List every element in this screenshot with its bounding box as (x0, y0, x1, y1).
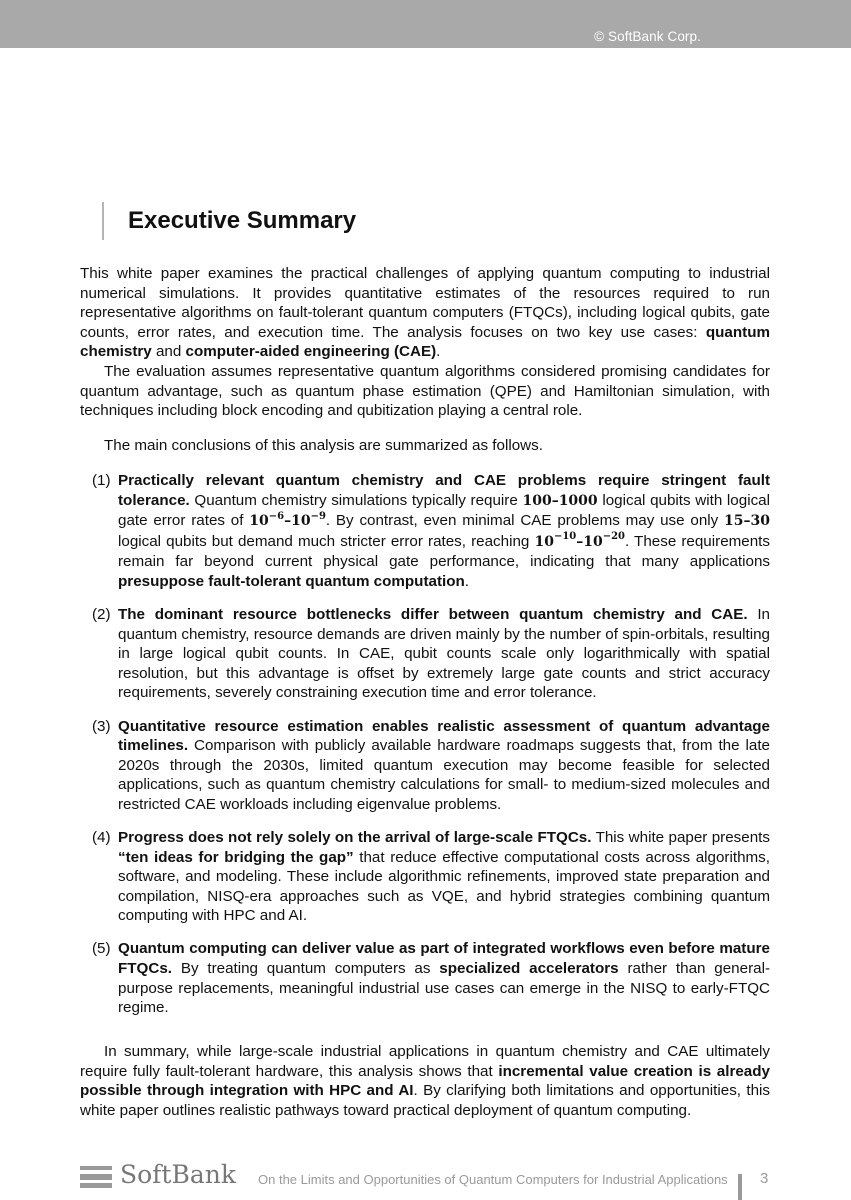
conclusions-list (80, 471, 770, 1031)
item-text: . (464, 572, 470, 590)
header-bar (0, 0, 851, 48)
item-text: In quantum chemistry, resource demands are driven mainly by the number of spin-orbitals, resulting in large logical qubit counts. In CAE, qubit counts scale only logarithmically with spatial resolution, but this advantage is offset by extremely large gate counts and strict accuracy requirements, severely constraining execution time and error tolerance. (118, 606, 770, 702)
item-text: By treating quantum computers as (172, 960, 440, 978)
item-bold-phrase: “ten ideas for bridging the gap” (118, 848, 354, 866)
copyright-text: © SoftBank Corp. (594, 29, 701, 44)
intro-paragraph-1 (80, 264, 770, 362)
list-item (80, 717, 770, 815)
item-number: (3) (92, 717, 111, 735)
item-heading: Practically relevant quantum chemistry and CAE problems require stringent fault tolerance. (118, 472, 770, 509)
math-expression (534, 531, 626, 550)
summary-bold-phrase: incremental value creation is already possible through integration with HPC and AI (80, 1062, 770, 1100)
item-heading: Quantitative resource estimation enables realistic assessment of quantum advantage timelines. (118, 717, 770, 755)
summary-text: In summary, while large-scale industrial applications in quantum chemistry and CAE ultimately require fully fault-tolerant hardware, this analysis shows that (80, 1043, 770, 1080)
list-item (80, 471, 770, 592)
bold-quantum-chemistry: quantum chemistry (80, 323, 770, 361)
item-number: (2) (92, 606, 111, 624)
math-exponent: −9 (310, 510, 326, 522)
math-exponent: −10 (553, 531, 577, 543)
math-expression: 100–1000 (522, 492, 598, 509)
math-exponent: −20 (602, 531, 626, 543)
math-expression (249, 510, 326, 530)
item-text: Quantum chemistry simulations typically require (189, 491, 523, 509)
list-item (80, 828, 770, 926)
logo-bars-icon (80, 1166, 114, 1188)
logo-text: SoftBank (120, 1160, 237, 1189)
item-heading: Quantum computing can deliver value as part of integrated workflows even before mature FTQCs. (118, 940, 770, 978)
math-base: 10 (583, 533, 603, 550)
item-text: logical qubits but demand much stricter error rates, reaching (118, 532, 535, 550)
item-text: . These requirements remain far beyond current physical gate performance, indicating that many applications (118, 532, 770, 571)
intro-and: and (151, 343, 186, 361)
item-text: logical qubits with logical gate error rates of (118, 491, 770, 530)
summary-paragraph (80, 1042, 770, 1120)
summary-text: . By clarifying both limitations and opportunities, this white paper outlines realistic pathways toward practical deployment of quantum computing. (80, 1082, 770, 1119)
item-text: rather than general-purpose replacements, meaningful industrial use cases can emerge in the NISQ to early-FTQC regime. (118, 960, 771, 1017)
intro-paragraph-2: The evaluation assumes representative quantum algorithms considered promising candidates for quantum advantage, such as quantum phase estimation (QPE) and Hamiltonian simulation, with techniques including block encoding and qubitization playing a central role. (80, 362, 770, 420)
math-expression: 15–30 (724, 513, 770, 530)
item-bold-phrase: presuppose fault-tolerant quantum computation (118, 572, 465, 590)
item-heading: The dominant resource bottlenecks differ between quantum chemistry and CAE. (118, 606, 748, 624)
intro-section (80, 264, 770, 421)
footer-separator (738, 1174, 742, 1200)
item-text: . By contrast, even minimal CAE problems may use only (325, 512, 725, 530)
math-base: 10 (291, 513, 311, 530)
math-exponent: −6 (268, 510, 285, 522)
page-number: 3 (760, 1170, 769, 1187)
footer-document-title: On the Limits and Opportunities of Quantum Computers for Industrial Applications (258, 1172, 728, 1187)
math-dash: – (576, 533, 584, 550)
conclusions-intro-section (80, 436, 770, 456)
intro-text: This white paper examines the practical challenges of applying quantum computing to industrial numerical simulations. It provides quantitative estimates of the resources required to run representative algorithms on fault-tolerant quantum computers (FTQCs), including logical qubits, gate counts, error rates, and execution time. The analysis focuses on two key use cases: (80, 265, 770, 341)
conclusions-intro: The main conclusions of this analysis are summarized as follows. (104, 437, 543, 454)
list-item (80, 605, 770, 703)
summary-section (80, 1042, 770, 1120)
item-text: that reduce effective computational costs across algorithms, software, and modeling. These include algorithmic refinements, improved state preparation and compilation, NISQ-era approaches such as VQE, and hybrid strategies combining quantum computing with HPC and AI. (118, 848, 770, 925)
item-text: Comparison with publicly available hardware roadmaps suggests that, from the late 2020s through the 2030s, limited quantum execution may become feasible for selected applications, such as quantum chemistry calculations for small- to medium-sized molecules and restricted CAE workloads including eigenvalue problems. (118, 737, 770, 813)
math-base: 10 (534, 533, 554, 550)
heading-accent-bar (102, 202, 104, 240)
math-dash: – (284, 513, 292, 530)
item-bold-phrase: specialized accelerators (439, 960, 619, 978)
item-heading: Progress does not rely solely on the arrival of large-scale FTQCs. (118, 829, 592, 846)
section-title: Executive Summary (128, 207, 357, 234)
list-item (80, 939, 770, 1017)
intro-period: . (436, 343, 441, 361)
item-number: (4) (92, 829, 111, 846)
item-number: (1) (92, 472, 111, 489)
item-number: (5) (92, 940, 111, 958)
bold-cae: computer-aided engineering (CAE) (185, 343, 437, 361)
softbank-logo (80, 1160, 240, 1192)
math-base: 10 (249, 513, 269, 530)
item-text: This white paper presents (591, 829, 770, 846)
